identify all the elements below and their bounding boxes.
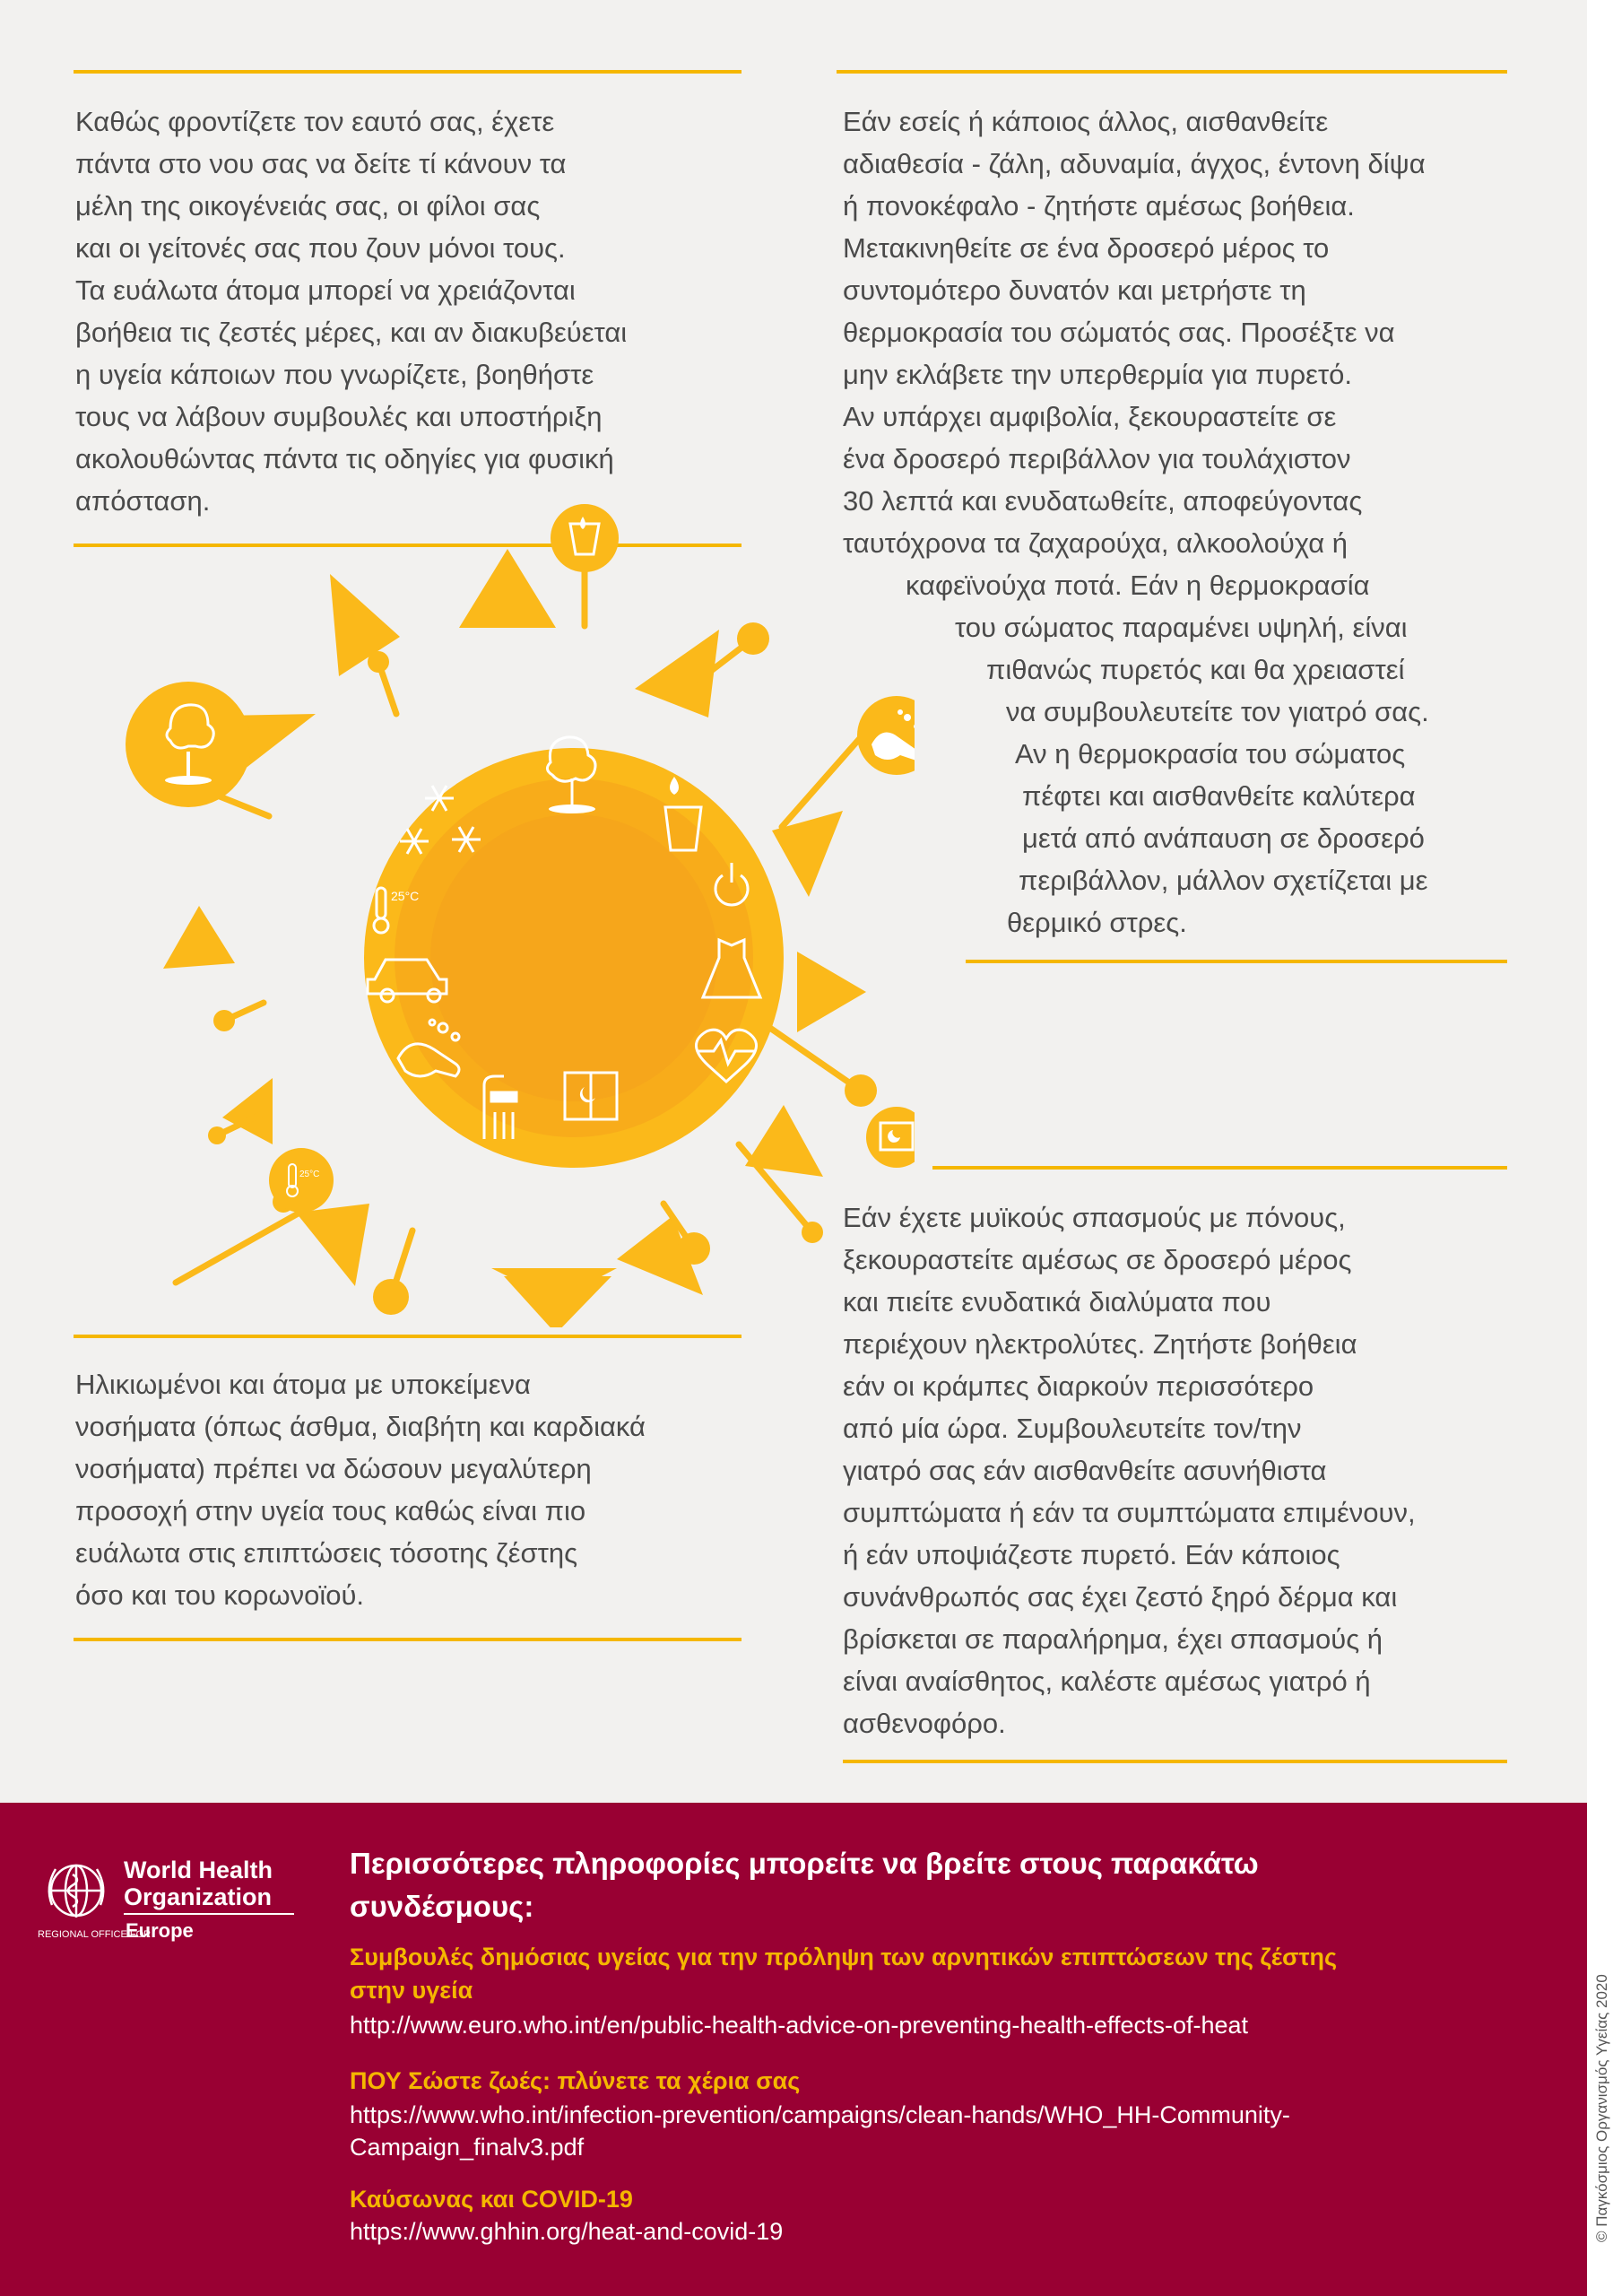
link-heading: Συμβουλές δημόσιας υγείας για την πρόληψη των αρνητικών επιπτώσεων της ζέστης στην υγεία [350, 1944, 1338, 2004]
tree-icon [126, 682, 251, 807]
thermometer-label: 25°C [391, 889, 420, 903]
link-heading: ΠΟΥ Σώστε ζωές: πλύνετε τα χέρια σας [350, 2067, 801, 2094]
sun-illustration [54, 502, 915, 1327]
family-check-text: Καθώς φροντίζετε τον εαυτό σας, έχετε πάντα στο νου σας να δείτε τί κάνουν τα μέλη της οικογένειάς σας, οι φίλοι σας και οι γείτονές σας που ζουν μόνοι τους. Τα ευάλωτα άτομα μπορεί να χρειάζονται βοήθεια τις ζεστές μέρες, και αν διακυβεύεται η υγεία κάποιων που γνωρίζετε, βοηθήστε τους να λάβουν συμβουλές και υποστήριξη ακολουθώντας πάντα τις οδηγίες για φυσική απόσταση. [75, 106, 628, 517]
divider-rule [74, 1638, 741, 1641]
thermometer-icon [269, 1148, 334, 1213]
symptoms-text: Εάν εσείς ή κάποιος άλλος, αισθανθείτε αδιαθεσία - ζάλη, αδυναμία, άγχος, έντονη δίψα ή πονοκέφαλο - ζητήστε αμέσως βοήθεια. Μετακινηθείτε σε ένα δροσερό μέρος το συντομότερο δυνατόν και μετρήστε τη θερμοκρασία του σώματός σας. Προσέξτε να μην εκλάβετε την υπερθερμία για πυρετό. Αν υπάρχει αμφιβολία, ξεκουραστείτε σε ένα δροσερό περιβάλλον για τουλάχιστον 30 λεπτά και ενυδατωθείτε, αποφεύγοντας ταυτόχρονα τα ζαχαρούχα, αλκοολούχα ή καφεϊνούχα ποτά. Εάν η θερμοκρασία του σώματος παραμένει υψηλή, είναι πιθανώς πυρετός και θα χρειαστεί να συμβουλευτείτε τον γιατρό σας. Αν η θερμοκρασία του σώματος πέφτει και αισθανθείτε καλύτερα μετά από ανάπαυση σε δροσερό περιβάλλον, μάλλον σχετίζεται με θερμικό στρες. [843, 106, 1429, 938]
svg-text:25°C: 25°C [299, 1170, 320, 1179]
svg-text:World Health: World Health [124, 1857, 273, 1883]
link-url[interactable]: https://www.who.int/infection-prevention/campaigns/clean-hands/WHO_HH-Community- Campaign_finalv3.pdf [350, 2101, 1290, 2161]
link-url[interactable]: http://www.euro.who.int/en/public-health-advice-on-preventing-health-effects-of-heat [350, 2012, 1249, 2039]
who-logo [36, 1848, 305, 1946]
divider-rule [74, 70, 741, 74]
link-url[interactable]: https://www.ghhin.org/heat-and-covid-19 [350, 2218, 784, 2245]
svg-text:REGIONAL OFFICE FOR: REGIONAL OFFICE FOR [38, 1929, 152, 1940]
cramps-text: Εάν έχετε μυϊκούς σπασμούς με πόνους, ξεκουραστείτε αμέσως σε δροσερό μέρος και πιείτε ενυδατικά διαλύματα που περιέχουν ηλεκτρολύτες. Ζητήστε βοήθεια εάν οι κράμπες διαρκούν περισσότερο από μία ώρα. Συμβουλευτείτε τον/την γιατρό σας εάν αισθανθείτε ασυνήθιστα συμπτώματα ή εάν τα συμπτώματα επιμένουν, ή εάν υποψιάζεστε πυρετό. Εάν κάποιος συνάνθρωπός σας έχει ζεστό ξηρό δέρμα και βρίσκεται σε παραλήρημα, έχει σπασμούς ή είναι αναίσθητος, καλέστε αμέσως γιατρό ή ασθενοφόρο. [843, 1202, 1416, 1739]
elderly-text: Ηλικιωμένοι και άτομα με υποκείμενα νοσήματα (όπως άσθμα, διαβήτη και καρδιακά νοσήματα) πρέπει να δώσουν μεγαλύτερη προσοχή στην υγεία τους καθώς είναι πιο ευάλωτα στις επιπτώσεις τόσοτης ζέστης όσο και του κορωνοϊού. [75, 1369, 646, 1611]
svg-text:Organization: Organization [124, 1883, 273, 1910]
divider-rule [837, 70, 1507, 74]
handwash-icon [857, 696, 915, 775]
footer-title: Περισσότερες πληροφορίες μπορείτε να βρείτε στους παρακάτω συνδέσμους: [350, 1847, 1259, 1923]
who-emblem-icon [49, 1866, 103, 1918]
divider-rule [932, 1166, 1507, 1170]
svg-text:Europe: Europe [126, 1919, 194, 1942]
divider-rule [74, 1335, 741, 1338]
link-heading: Καύσωνας και COVID-19 [350, 2186, 633, 2213]
window-icon [866, 1107, 915, 1168]
divider-rule [966, 960, 1507, 963]
water-glass-icon [551, 504, 619, 572]
copyright-notice: © Παγκόσμιος Οργανισμός Υγείας 2020 [1593, 1974, 1610, 2242]
divider-rule [843, 1760, 1507, 1763]
